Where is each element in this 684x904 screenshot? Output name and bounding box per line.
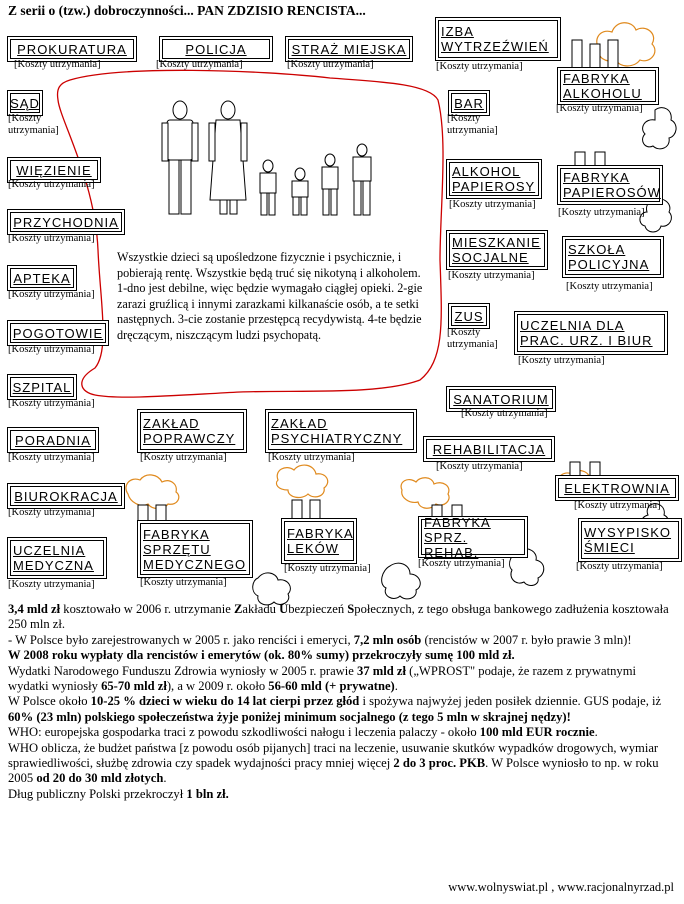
box-wysypisko — [578, 518, 682, 562]
smoke-cloud-3 — [276, 465, 327, 497]
p7-text-a: WHO oblicza, że budżet państwa [z powodu osób pijanych] traci na leczenie, usuwanie skutków wypadków drogowych, wymiar sprawiedliwości, służbę zdrowia czy spadek wydajności pracy mniej więcej — [8, 740, 659, 771]
cost-elektrownia: [Koszty utrzymania] — [574, 500, 661, 511]
cost-sad — [8, 113, 78, 137]
box-szkola — [562, 236, 664, 278]
p4-amount-a: 37 mld zł — [357, 663, 406, 678]
p2-amount: 7,2 mln osób — [353, 632, 422, 647]
cost-szkola: [Koszty utrzymania] — [566, 281, 653, 292]
p4-text-b: („WPROST" podaje, że razem z prywatnymi wydatki wyniosły — [8, 663, 637, 694]
p5-text-b: i spożywa najwyżej jeden posiłek dziennie. GUS podaje, iż — [359, 694, 662, 709]
p1-letter-u: U — [279, 602, 289, 616]
figure-mother — [209, 101, 247, 214]
p1-text-d: połecznych, z tego obsługa bankowego zadłużenia kosztowała 250 mln zł. — [8, 602, 669, 632]
cost-fabryka-papierosow: [Koszty utrzymania] — [558, 207, 645, 218]
cost-prokuratura: [Koszty utrzymania] — [14, 59, 101, 70]
cost-bar-line2: utrzymania] — [447, 125, 498, 136]
bubble-text: Wszystkie dzieci są upośledzone fizycznie i psychicznie, i pobierają rentę. Wszystkie będą truć się nikotyną i alkoholem. 1-dno jest debilne, więc będzie wymagało ciągłej opieki. 2-gie zarazi gruźlicą i innymi zarazkami kilkanaście osób, a te setki następnych. 3-cie zostanie przestępcą recydywistą. 4-te będzie dręczącym, niszczącym ludzi psychopatą. — [117, 250, 423, 342]
label-fabryka-papierosow: FABRYKA PAPIEROSÓW — [560, 168, 660, 202]
cost-zus-line1: [Koszty — [447, 327, 481, 338]
p1-text-b: akładu — [242, 602, 280, 616]
cost-szpital: [Koszty utrzymania] — [8, 398, 95, 409]
waste-cloud-1 — [643, 108, 677, 149]
cost-wysypisko: [Koszty utrzymania] — [576, 561, 663, 572]
paragraph-pensioners — [8, 633, 676, 648]
p3-text: W 2008 roku wypłaty dla rencistów i emerytów (ok. 80% sumy) przekroczyły sumę 100 mld zł. — [8, 648, 515, 663]
label-fabryka-lekow: FABRYKA LEKÓW — [284, 521, 354, 561]
cost-sanatorium: [Koszty utrzymania] — [461, 408, 548, 419]
cost-mieszkanie: [Koszty utrzymania] — [448, 270, 535, 281]
box-izba — [435, 17, 561, 61]
label-sanatorium: SANATORIUM — [449, 389, 553, 409]
cost-bar — [447, 113, 517, 137]
figure-child-1 — [260, 160, 276, 215]
cost-fabryka-sprzetu: [Koszty utrzymania] — [140, 577, 227, 588]
label-wysypisko: WYSYPISKO ŚMIECI — [581, 521, 679, 559]
p6-amount: 100 mld EUR rocznie — [479, 725, 595, 740]
figure-child-4 — [353, 144, 371, 215]
smoke-cloud-4 — [401, 478, 449, 509]
cost-uczelnia-urz: [Koszty utrzymania] — [518, 355, 605, 366]
footer-links: www.wolnyswiat.pl , www.racjonalnyrzad.pl — [448, 880, 674, 894]
p5-text-a: W Polsce około — [8, 694, 91, 709]
cost-rehabilitacja: [Koszty utrzymania] — [436, 461, 523, 472]
box-fabryka-alkoholu — [557, 67, 659, 105]
label-biurokracja: BIUROKRACJA — [10, 486, 122, 506]
cost-fabryka-alkoholu: [Koszty utrzymania] — [556, 103, 643, 114]
label-zaklad-psych: ZAKŁAD PSYCHIATRYCZNY — [268, 412, 414, 450]
cost-fabryka-rehab: [Koszty utrzymania] — [418, 558, 505, 569]
p2-text-a: - W Polsce było zarejestrowanych w 2005 r. jako renciści i emeryci, — [8, 632, 354, 647]
box-przychodnia — [7, 209, 125, 235]
box-szpital — [7, 374, 77, 400]
label-uczelnia-med: UCZELNIA MEDYCZNA — [10, 540, 104, 576]
box-poradnia — [7, 427, 99, 453]
cost-pogotowie: [Koszty utrzymania] — [8, 344, 95, 355]
p7-amount-b: od 20 do 30 mld złotych — [36, 771, 164, 786]
box-biurokracja — [7, 483, 125, 509]
p6-text-a: WHO: europejska gospodarka traci z powodu szkodliwości nałogu i leczenia palaczy - około — [8, 725, 480, 740]
label-policja: POLICJA — [162, 39, 270, 59]
figure-child-3 — [322, 154, 338, 215]
cost-biurokracja: [Koszty utrzymania] — [8, 507, 95, 518]
cost-zus-line2: utrzymania] — [447, 339, 498, 350]
p1-text-a: kosztowało w 2006 r. utrzymanie — [60, 602, 234, 616]
p4-text-a: Wydatki Narodowego Funduszu Zdrowia wyniosły w 2005 r. prawie — [8, 663, 358, 678]
box-apteka — [7, 265, 77, 291]
label-fabryka-alkoholu: FABRYKA ALKOHOLU — [560, 70, 656, 102]
cost-apteka: [Koszty utrzymania] — [8, 289, 95, 300]
label-wiezienie: WIĘZIENIE — [10, 160, 98, 180]
p4-amount-c: 56-60 mld (+ prywatne) — [268, 679, 395, 694]
cost-wiezienie: [Koszty utrzymania] — [8, 179, 95, 190]
cost-alkohol: [Koszty utrzymania] — [449, 199, 536, 210]
smoke-cloud-2 — [126, 475, 179, 509]
waste-cloud-4 — [382, 563, 421, 599]
box-zaklad-psych — [265, 409, 417, 453]
box-alkohol — [446, 159, 542, 199]
cost-uczelnia-med: [Koszty utrzymania] — [8, 579, 95, 590]
box-rehabilitacja — [423, 436, 555, 462]
label-zaklad-poprawczy: ZAKŁAD POPRAWCZY — [140, 412, 244, 450]
p8-amount: 1 bln zł. — [186, 786, 229, 801]
label-fabryka-sprzetu: FABRYKA SPRZĘTU MEDYCZNEGO — [140, 523, 250, 575]
p1-text-c: bezpieczeń — [288, 602, 348, 616]
p4-text-d: . — [394, 679, 398, 694]
box-zaklad-poprawczy — [137, 409, 247, 453]
figure-child-2 — [292, 168, 308, 215]
label-straz: STRAŻ MIEJSKA — [288, 39, 410, 59]
label-rehabilitacja: REHABILITACJA — [426, 439, 552, 459]
cost-fabryka-lekow: [Koszty utrzymania] — [284, 563, 371, 574]
cost-przychodnia: [Koszty utrzymania] — [8, 233, 95, 244]
label-szkola: SZKOŁA POLICYJNA — [565, 239, 661, 275]
box-elektrownia — [555, 475, 679, 501]
waste-cloud-3 — [253, 573, 291, 605]
label-alkohol: ALKOHOL PAPIEROSY — [449, 162, 539, 196]
p7-text-c: . — [163, 771, 167, 786]
p7-amount-a: 2 do 3 proc. PKB — [393, 756, 486, 771]
label-szpital: SZPITAL — [10, 377, 74, 397]
box-pogotowie — [7, 320, 109, 346]
paragraph-nfz — [8, 664, 676, 695]
p1-amount: 3,4 mld zł — [8, 602, 61, 616]
paragraph-who-alcohol — [8, 741, 676, 787]
p6-text-b: . — [594, 725, 598, 740]
cost-policja: [Koszty utrzymania] — [156, 59, 243, 70]
figure-father — [162, 101, 198, 214]
p4-text-c: ), a w 2009 r. około — [166, 679, 269, 694]
label-prokuratura: PROKURATURA — [10, 39, 134, 59]
cost-poradnia: [Koszty utrzymania] — [8, 452, 95, 463]
paragraph-who-smoking — [8, 725, 676, 740]
p5-amount-b: 60% (23 mln) polskiego społeczeństwa żyje poniżej minimum socjalnego (z tego 5 mln w skrajnej nędzy)! — [8, 709, 571, 724]
paragraph-debt — [8, 787, 676, 802]
box-fabryka-rehab — [418, 516, 528, 558]
p8-text-a: Dług publiczny Polski przekroczył — [8, 786, 187, 801]
cost-bar-line1: [Koszty — [447, 113, 481, 124]
box-zus — [448, 303, 490, 329]
title-prefix: Z serii o (tzw.) dobroczynności... — [8, 3, 194, 18]
label-sad: SĄD — [10, 93, 40, 113]
smoke-cloud-1 — [597, 23, 655, 66]
title-main: PAN ZDZISIO RENCISTA... — [197, 3, 366, 18]
label-przychodnia: PRZYCHODNIA — [10, 212, 122, 232]
cost-izba: [Koszty utrzymania] — [436, 61, 523, 72]
p1-letter-s: S — [347, 602, 355, 616]
label-apteka: APTEKA — [10, 268, 74, 288]
p7-text-b: . W Polsce wyniosło to np. w roku 2005 — [8, 756, 659, 786]
label-bar: BAR — [451, 93, 487, 113]
label-pogotowie: POGOTOWIE — [10, 323, 106, 343]
box-fabryka-lekow — [281, 518, 357, 564]
statistics-block — [8, 602, 676, 802]
paragraph-hunger — [8, 694, 676, 725]
cost-zaklad-poprawczy: [Koszty utrzymania] — [140, 452, 227, 463]
cost-zaklad-psych: [Koszty utrzymania] — [268, 452, 355, 463]
box-mieszkanie — [446, 230, 548, 270]
cost-sad-line1: [Koszty — [8, 113, 42, 124]
p1-letter-z: Z — [233, 602, 243, 616]
label-mieszkanie: MIESZKANIE SOCJALNE — [449, 233, 545, 267]
cost-straz: [Koszty utrzymania] — [287, 59, 374, 70]
p5-amount-a: 10-25 % dzieci w wieku do 14 lat cierpi przez głód — [90, 694, 360, 709]
box-uczelnia-med — [7, 537, 107, 579]
box-uczelnia-urz — [514, 311, 668, 355]
box-fabryka-sprzetu — [137, 520, 253, 578]
label-elektrownia: ELEKTROWNIA — [558, 478, 676, 498]
paragraph-zus — [8, 602, 676, 633]
cost-sad-line2: utrzymania] — [8, 125, 59, 136]
label-zus: ZUS — [451, 306, 487, 326]
p4-amount-b: 65-70 mld zł — [101, 679, 167, 694]
paragraph-payouts — [8, 648, 676, 663]
label-fabryka-rehab: FABRYKA SPRZ. REHAB. — [421, 519, 525, 555]
label-izba: IZBA WYTRZEŹWIEŃ — [438, 20, 558, 58]
label-poradnia: PORADNIA — [10, 430, 96, 450]
cost-zus — [447, 327, 517, 351]
p2-text-b: (rencistów w 2007 r. było prawie 3 mln)! — [421, 632, 632, 647]
box-fabryka-papierosow — [557, 165, 663, 205]
label-uczelnia-urz: UCZELNIA DLA PRAC. URZ. I BIUR — [517, 314, 665, 352]
